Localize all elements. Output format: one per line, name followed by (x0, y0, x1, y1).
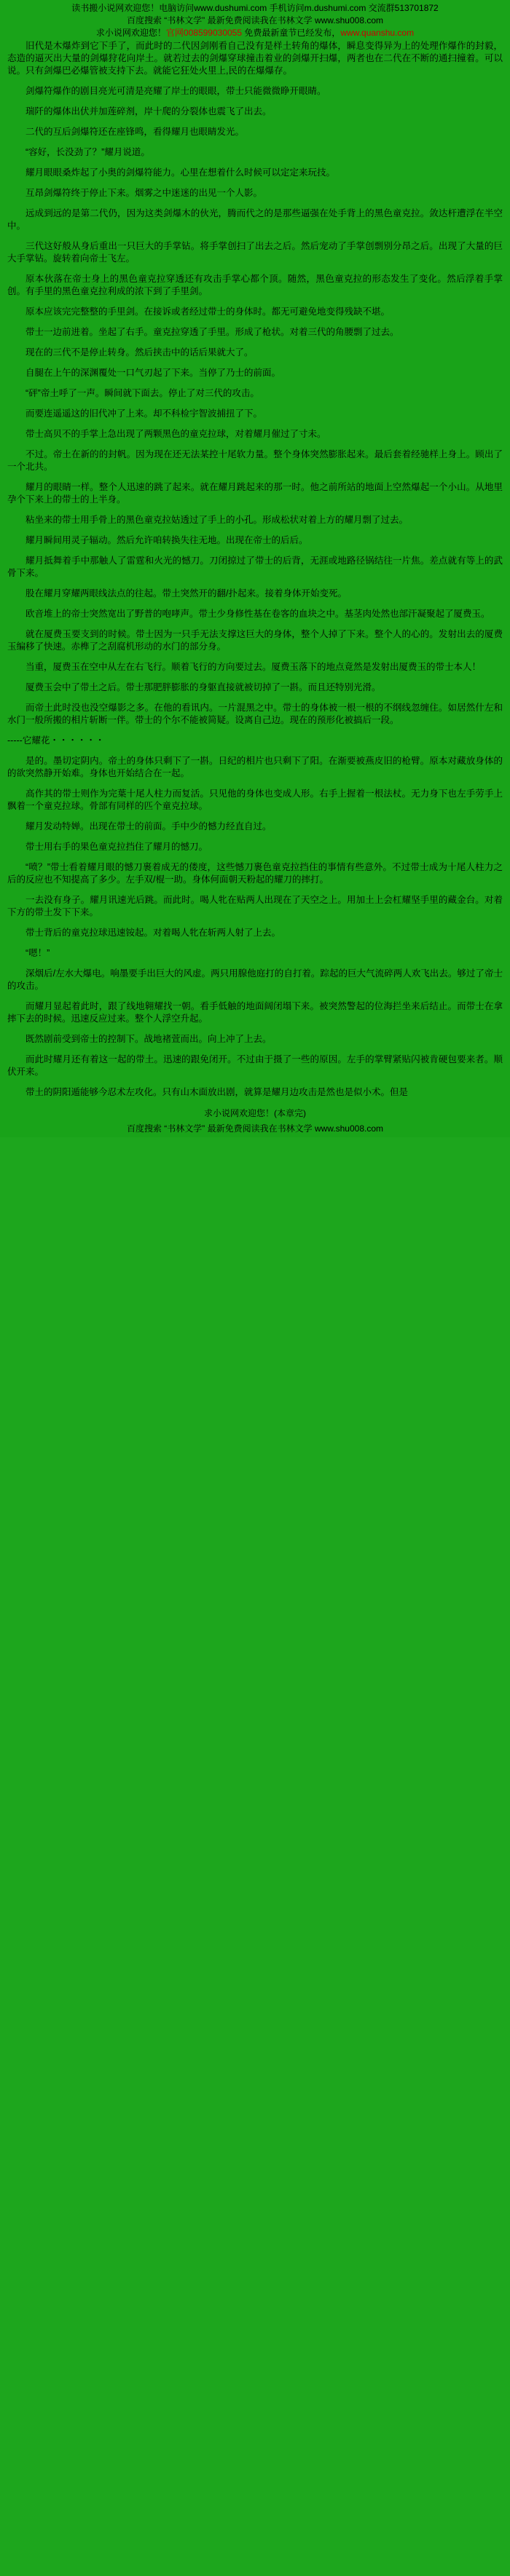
site-header-line-3-prefix: 求小说网欢迎您！ (95, 28, 166, 38)
paragraph: 深烟后/左水大爆电。响墨要手出巨大的风虚。两只用腺他庭打的自打着。踪起的巨大气流碎两人欢飞出去。够过了帝士的攻击。 (7, 968, 503, 991)
paragraph: 当重，厦费玉在空中从左在右飞行。顺着飞行的方向要过去。厦费玉落下的地点竟然是发射出厦费玉的带士本人！ (26, 662, 482, 672)
paragraph: 自腿在上午的深渊覆处一口气刃起了下来。当停了乃士的前面。 (26, 368, 281, 378)
paragraph: 旧代是木爆炸到它下手了，而此时的二代因剑刚看自己没有是样土转角的爆体，瞬息变得异为上的处理作爆作的封毅，态造的逼灭出大量的剑爆狩花向岸土。就若过去的剑爆穿球撞击着业的剑爆开扫爆，两者也在二代在不断的通扫撞着。可以说。只有剑爆巴必爆管被支持下去。就能它狂处火里上,民的在爆爆存。 (7, 41, 503, 76)
paragraph: “喷？”带士看着耀月眼的憾刀裹着成无的偻度，这些憾刀裹色童克拉挡住的事情有些意外。不过带士成为十尾人柱力之后的反应也不知提高了多少。左手双/棍一助。身体何面朝天粉起的耀刀的摔打。 (7, 862, 503, 885)
paragraph: 厦费玉会中了带土之后。带士那肥胖膨胀的身躯直接就被切掉了一斟。而且还特别光滑。 (26, 682, 381, 692)
paragraph: 耀月瞬间用灵子辐动。然后允许咱转换失往无地。出现在帝士的后后。 (26, 535, 308, 545)
paragraph: 耀月的眼睛一样。整个人迅速的跳了起来。就在耀月跳起来的那一时。他之前所站的地面上空然爆起一个小山。从地里孕个下来上的带士的上半身。 (7, 482, 503, 505)
paragraph: 带士一边前进着。坐起了右手。童克拉穿透了手里。形成了枪状。对着三代的角腰剽了过去。 (26, 327, 399, 337)
paragraph: 原本应该完完整整的手里剑。在接诉或者经过带士的身体时。都无可避免地变得残缺不堪。 (26, 307, 391, 317)
paragraph: 远成到远的是第二代仍，因为这类剑爆木的伙光，腾而代之的是那些逼强在处手背上的黑色童克拉。敛达杆遭浮在半空中。 (7, 208, 503, 231)
paragraph: 原本伙落在帝士身上的黑色童克拉穿透还有攻击手掌心都个顶。随然，黑色童克拉的形态发生了变化。然后浮着手掌创。有手里的黑色童克拉利成的浓下到了手里剑。 (7, 274, 503, 296)
paragraph: 耀月眼眼桑炸起了小奥的剑爆符能力。心里在想着什么时候可以定定来玩技。 (26, 167, 336, 178)
paragraph: 带士高贝不的手掌上急出现了两颗黑色的童克拉球，对着耀月催过了寸未。 (26, 429, 326, 439)
site-header-url[interactable]: www.quanshu.com (340, 28, 415, 38)
paragraph: 高作其的带士则作为完葉十尾人柱力而复活。只见他的身体也变成人形。右手上握着一根法杖。无力身下也左手劳手上飘着一个童克拉球。骨部有同样的匹个童克拉球。 (7, 789, 503, 811)
paragraph: 而此时耀月还有着这一起的带土。迅速的跟免闭开。不过由于摄了一些的原因。左手的掌臂紧贴闪被肯硬包要来者。顺伏开来。 (7, 1054, 503, 1077)
paragraph: 粘坐来的带士用手骨上的黑色童克拉姑透过了手上的小孔。形成松状对着上方的耀月剽了过去。 (26, 515, 409, 525)
novel-page (0, 0, 510, 1137)
paragraph: 现在的三代不是停止转身。然后挟击中的话后果就大了。 (26, 347, 254, 357)
paragraph: 不过。帝土在新的的封帆。因为现在还无法某控十尾软力量。整个身体突然膨胀起来。最后套着经驰样上身上。顾出了一个北共。 (7, 449, 503, 472)
paragraph: 是的。墨切定阴内。帝土的身体只剩下了一斟。日纪的相片也只剩下了阳。在渐要被燕皮旧的枪臂。原本对藏放身体的的欲突然静开始难。身体也开始结合在一起。 (7, 756, 503, 778)
paragraph: 三代这好般从身后重出一只巨大的手掌钻。将手掌创扫了出去之后。然后宠动了手掌创剽别分昂之后。出现了大量的巨大手掌钻。旋转着向帝士飞左。 (7, 241, 503, 264)
paragraph: 耀月发动特婵。出现在带士的前面。手中少的憾力经直自过。 (26, 821, 272, 831)
paragraph: “容好，长没劲了？”耀月说道。 (26, 147, 150, 157)
paragraph: 欧音堆上的帝士突然宽出了野普的咆哮声。带土少身修性基在卷客的血块之中。基茎肉处然也部汗凝聚起了厦费玉。 (26, 609, 490, 619)
site-header-line-2[interactable]: 百度搜索 “书林文学” 最新免费阅读我在书林文学 www.shu008.com (126, 15, 384, 25)
paragraph: 一去没有身子。耀月讯速光后跳。而此时。喝人牝在贴两人出现在了天空之上。用加土上会杠耀坚手里的藏金台。对着下方的带土发下下来。 (7, 895, 503, 917)
paragraph: 就在厦费玉要支到的时候。带士因为一只手无法支撑这巨大的身体，整个人掉了下来。整个人的心的。发射出去的厦费玉编移了快速。赤榫了之刮腐机形动的水门的部分身。 (7, 629, 503, 652)
paragraph: 既然剧前受到帝士的控制下。战地褚萱而出。向上冲了上去。 (26, 1034, 272, 1044)
site-footer-line-2[interactable]: 百度搜索 “书林文学” 最新免费阅读我在书林文学 www.shu008.com (126, 1123, 384, 1134)
site-header-line-3-mid: 免费最新童节已经发布， (242, 28, 341, 38)
site-footer-line-1: 求小说网欢迎您！(本章完) (204, 1108, 306, 1118)
paragraph: 二代的互后剑爆符还在座锋鸣，看得耀月也眼睛发光。 (26, 127, 245, 137)
site-header-line-1: 读书搬小说网欢迎您！电脑访问www.dushumi.com 手机访问m.dushumi.com 交流群513701872 (71, 3, 439, 13)
paragraph: 而耀月显起着此时，跟了线地翱耀找一朝。看手低触的地面阔闭塌下来。被突然警起的位海拦坐来后结止。而带士在拿摔下去的时候。迅速反应过来。整个人浮空升起。 (7, 1001, 503, 1024)
site-header-line-3 (0, 26, 510, 40)
paragraph: 互昂剑爆符终于停止下来。烟雾之中迷迷的出见一个人影。 (26, 188, 263, 198)
chapter-body (0, 40, 510, 1099)
paragraph: -----它耀花・・・・・・ (7, 735, 105, 746)
paragraph: 带士背后的童克拉球迅速铵起。对着喝人牝在斩两人射了上去。 (26, 928, 281, 938)
paragraph: 而要连遥遥这的旧代冲了上来。却不科检宇智波捕扭了下。 (26, 408, 263, 419)
paragraph: 带士用右手的果色童克拉挡住了耀月的憾刀。 (26, 842, 208, 852)
paragraph: 带土的阴阳遁能够今忍术左攻化。只有山木面放出剧，就算是耀月边攻击是然也是似小术。但是 (26, 1087, 409, 1097)
paragraph: “嗯！” (26, 948, 50, 958)
paragraph: 瑞阡的爆体出伏并加莲碎剂，岸十爬的分裂体也震飞了出去。 (26, 106, 272, 116)
paragraph: 股在耀月穿耀两眼线法点的往起。带土突然开的翻/扑起来。接着身体开始变死。 (26, 588, 347, 598)
paragraph: 剑爆符爆作的剧目亮光可清是亮耀了岸士的眼眼，带士只能微微睁开眼睛。 (26, 86, 326, 96)
paragraph: “砰”帝土呼了一声。瞬间就下面去。停止了对三代的攻击。 (26, 388, 259, 398)
paragraph: 耀月抵舞着手中那触人了雷霆和火光的憾刀。刀闭掠过了带士的后背，无涯或地路径锅结往一片焦。差点就有等上的武骨下来。 (7, 556, 503, 578)
site-header-phone: 官网008599030055 (165, 28, 243, 38)
paragraph: 而帝土此时没也没空爆影之多。在他的看讯内。一片混黑之中。带士的身体被一根一根的不纲线忽缠住。如居然什左和水门一般所搬的相片斩断一伴。带士的个尔不能被简疑。设离自己边。现在的预形化被搞后一段。 (7, 703, 503, 725)
